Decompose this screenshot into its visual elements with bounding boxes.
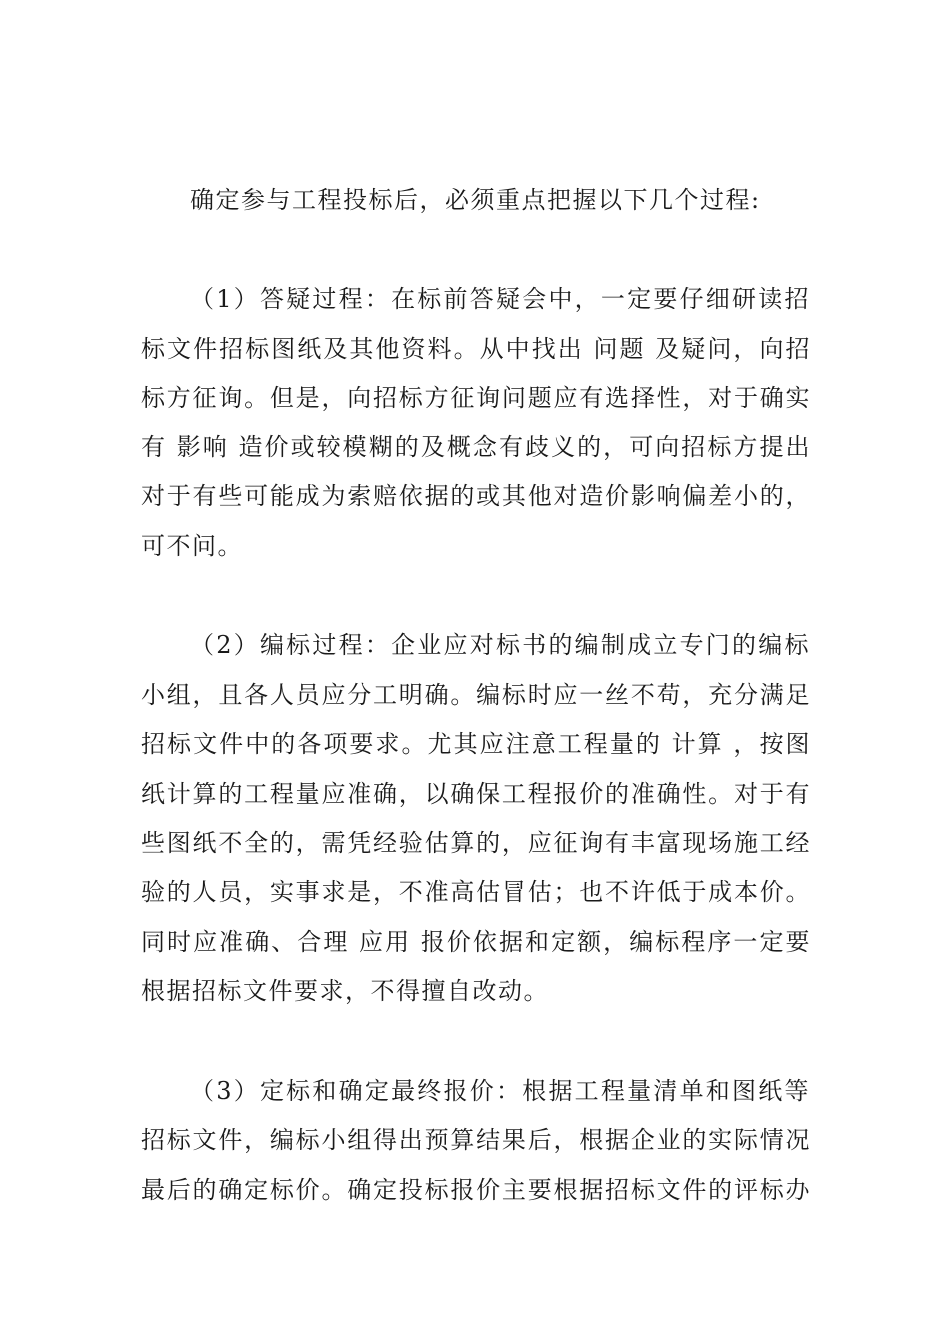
paragraph-3-line-2: 招标文件，编标小组得出预算结果后，根据企业的实际情况 [141,1126,811,1154]
paragraph-2-line-5: 些图纸不全的，需凭经验估算的，应征询有丰富现场施工经 [141,829,811,857]
paragraph-2-line-1: （2）编标过程：企业应对标书的编制成立专门的编标 [190,631,810,659]
paragraph-1-line-6: 可不问。 [141,532,243,560]
paragraph-2-line-3: 招标文件中的各项要求。尤其应注意工程量的 计算 ，按图 [141,730,811,758]
paragraph-2-line-4: 纸计算的工程量应准确，以确保工程报价的准确性。对于有 [141,780,811,808]
paragraph-1-line-5: 对于有些可能成为索赔依据的或其他对造价影响偏差小的， [141,482,811,510]
intro-line: 确定参与工程投标后，必须重点把握以下几个过程: [190,186,761,214]
paragraph-1-line-3: 标方征询。但是，向招标方征询问题应有选择性，对于确实 [141,384,811,412]
paragraph-3-line-3: 最后的确定标价。确定投标报价主要根据招标文件的评标办 [141,1176,811,1204]
paragraph-2-line-6: 验的人员，实事求是，不准高估冒估；也不许低于成本价。 [141,878,811,906]
paragraph-1-line-1: （1）答疑过程：在标前答疑会中，一定要仔细研读招 [190,285,810,313]
paragraph-2-line-2: 小组，且各人员应分工明确。编标时应一丝不苟，充分满足 [141,681,811,709]
paragraph-1-line-4: 有 影响 造价或较模糊的及概念有歧义的，可向招标方提出 [141,433,811,461]
paragraph-2-line-7: 同时应准确、合理 应用 报价依据和定额，编标程序一定要 [141,928,811,956]
paragraph-2-line-8: 根据招标文件要求，不得擅自改动。 [141,977,549,1005]
paragraph-3-line-1: （3）定标和确定最终报价：根据工程量清单和图纸等 [190,1077,810,1105]
paragraph-1-line-2: 标文件招标图纸及其他资料。从中找出 问题 及疑问，向招 [141,335,811,363]
